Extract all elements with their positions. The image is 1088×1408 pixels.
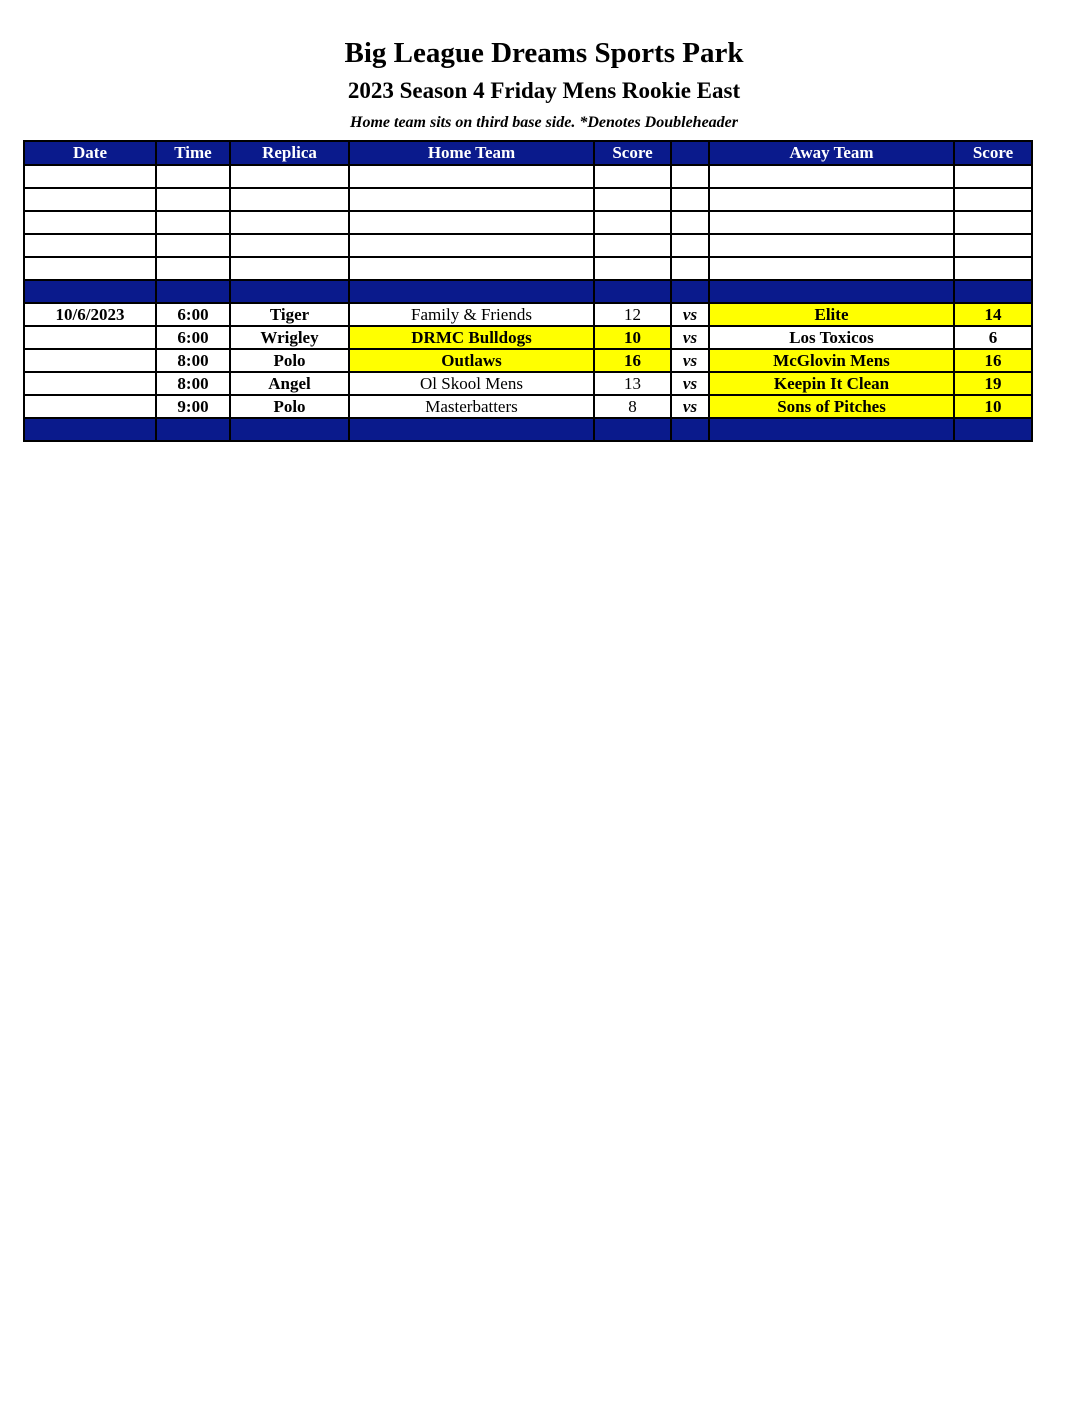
separator-band	[24, 418, 1032, 441]
game-time: 6:00	[156, 326, 230, 349]
home-score: 10	[594, 326, 671, 349]
game-date	[24, 326, 156, 349]
schedule-note: Home team sits on third base side. *Denotes Doubleheader	[350, 114, 738, 131]
away-score: 16	[954, 349, 1032, 372]
home-team: DRMC Bulldogs	[349, 326, 594, 349]
game-time: 6:00	[156, 303, 230, 326]
vs-label: vs	[671, 326, 709, 349]
blank-row	[24, 211, 1032, 234]
game-row	[24, 349, 1032, 372]
col-header-away-team: Away Team	[709, 141, 954, 165]
blank-row	[24, 165, 1032, 188]
game-row	[24, 303, 1032, 326]
home-score: 16	[594, 349, 671, 372]
away-team: McGlovin Mens	[709, 349, 954, 372]
game-date: 10/6/2023	[24, 303, 156, 326]
game-field: Tiger	[230, 303, 349, 326]
blank-row	[24, 188, 1032, 211]
vs-label: vs	[671, 395, 709, 418]
blank-row	[24, 234, 1032, 257]
home-team: Family & Friends	[349, 303, 594, 326]
game-time: 8:00	[156, 349, 230, 372]
separator-band	[24, 280, 1032, 303]
game-date	[24, 349, 156, 372]
col-header-date: Date	[24, 141, 156, 165]
game-field: Wrigley	[230, 326, 349, 349]
home-score: 12	[594, 303, 671, 326]
away-score: 19	[954, 372, 1032, 395]
page-subtitle: 2023 Season 4 Friday Mens Rookie East	[347, 78, 741, 103]
game-time: 8:00	[156, 372, 230, 395]
home-score: 8	[594, 395, 671, 418]
home-score: 13	[594, 372, 671, 395]
game-time: 9:00	[156, 395, 230, 418]
vs-label: vs	[671, 349, 709, 372]
game-row	[24, 372, 1032, 395]
schedule-table	[23, 140, 1033, 442]
vs-label: vs	[671, 303, 709, 326]
home-team: Ol Skool Mens	[349, 372, 594, 395]
away-score: 10	[954, 395, 1032, 418]
away-team: Sons of Pitches	[709, 395, 954, 418]
game-row	[24, 326, 1032, 349]
home-team: Outlaws	[349, 349, 594, 372]
col-header-replica: Replica	[230, 141, 349, 165]
blank-row	[24, 257, 1032, 280]
col-header-time: Time	[156, 141, 230, 165]
col-header-home-score: Score	[594, 141, 671, 165]
home-team: Masterbatters	[349, 395, 594, 418]
away-team: Los Toxicos	[709, 326, 954, 349]
away-team: Keepin It Clean	[709, 372, 954, 395]
header-row	[24, 141, 1032, 165]
col-header-home-team: Home Team	[349, 141, 594, 165]
col-header-away-score: Score	[954, 141, 1032, 165]
game-row	[24, 395, 1032, 418]
away-team: Elite	[709, 303, 954, 326]
col-header-vs	[671, 141, 709, 165]
page-title: Big League Dreams Sports Park	[344, 37, 744, 69]
vs-label: vs	[671, 372, 709, 395]
away-score: 14	[954, 303, 1032, 326]
game-field: Polo	[230, 349, 349, 372]
game-date	[24, 372, 156, 395]
game-date	[24, 395, 156, 418]
game-field: Polo	[230, 395, 349, 418]
game-field: Angel	[230, 372, 349, 395]
away-score: 6	[954, 326, 1032, 349]
